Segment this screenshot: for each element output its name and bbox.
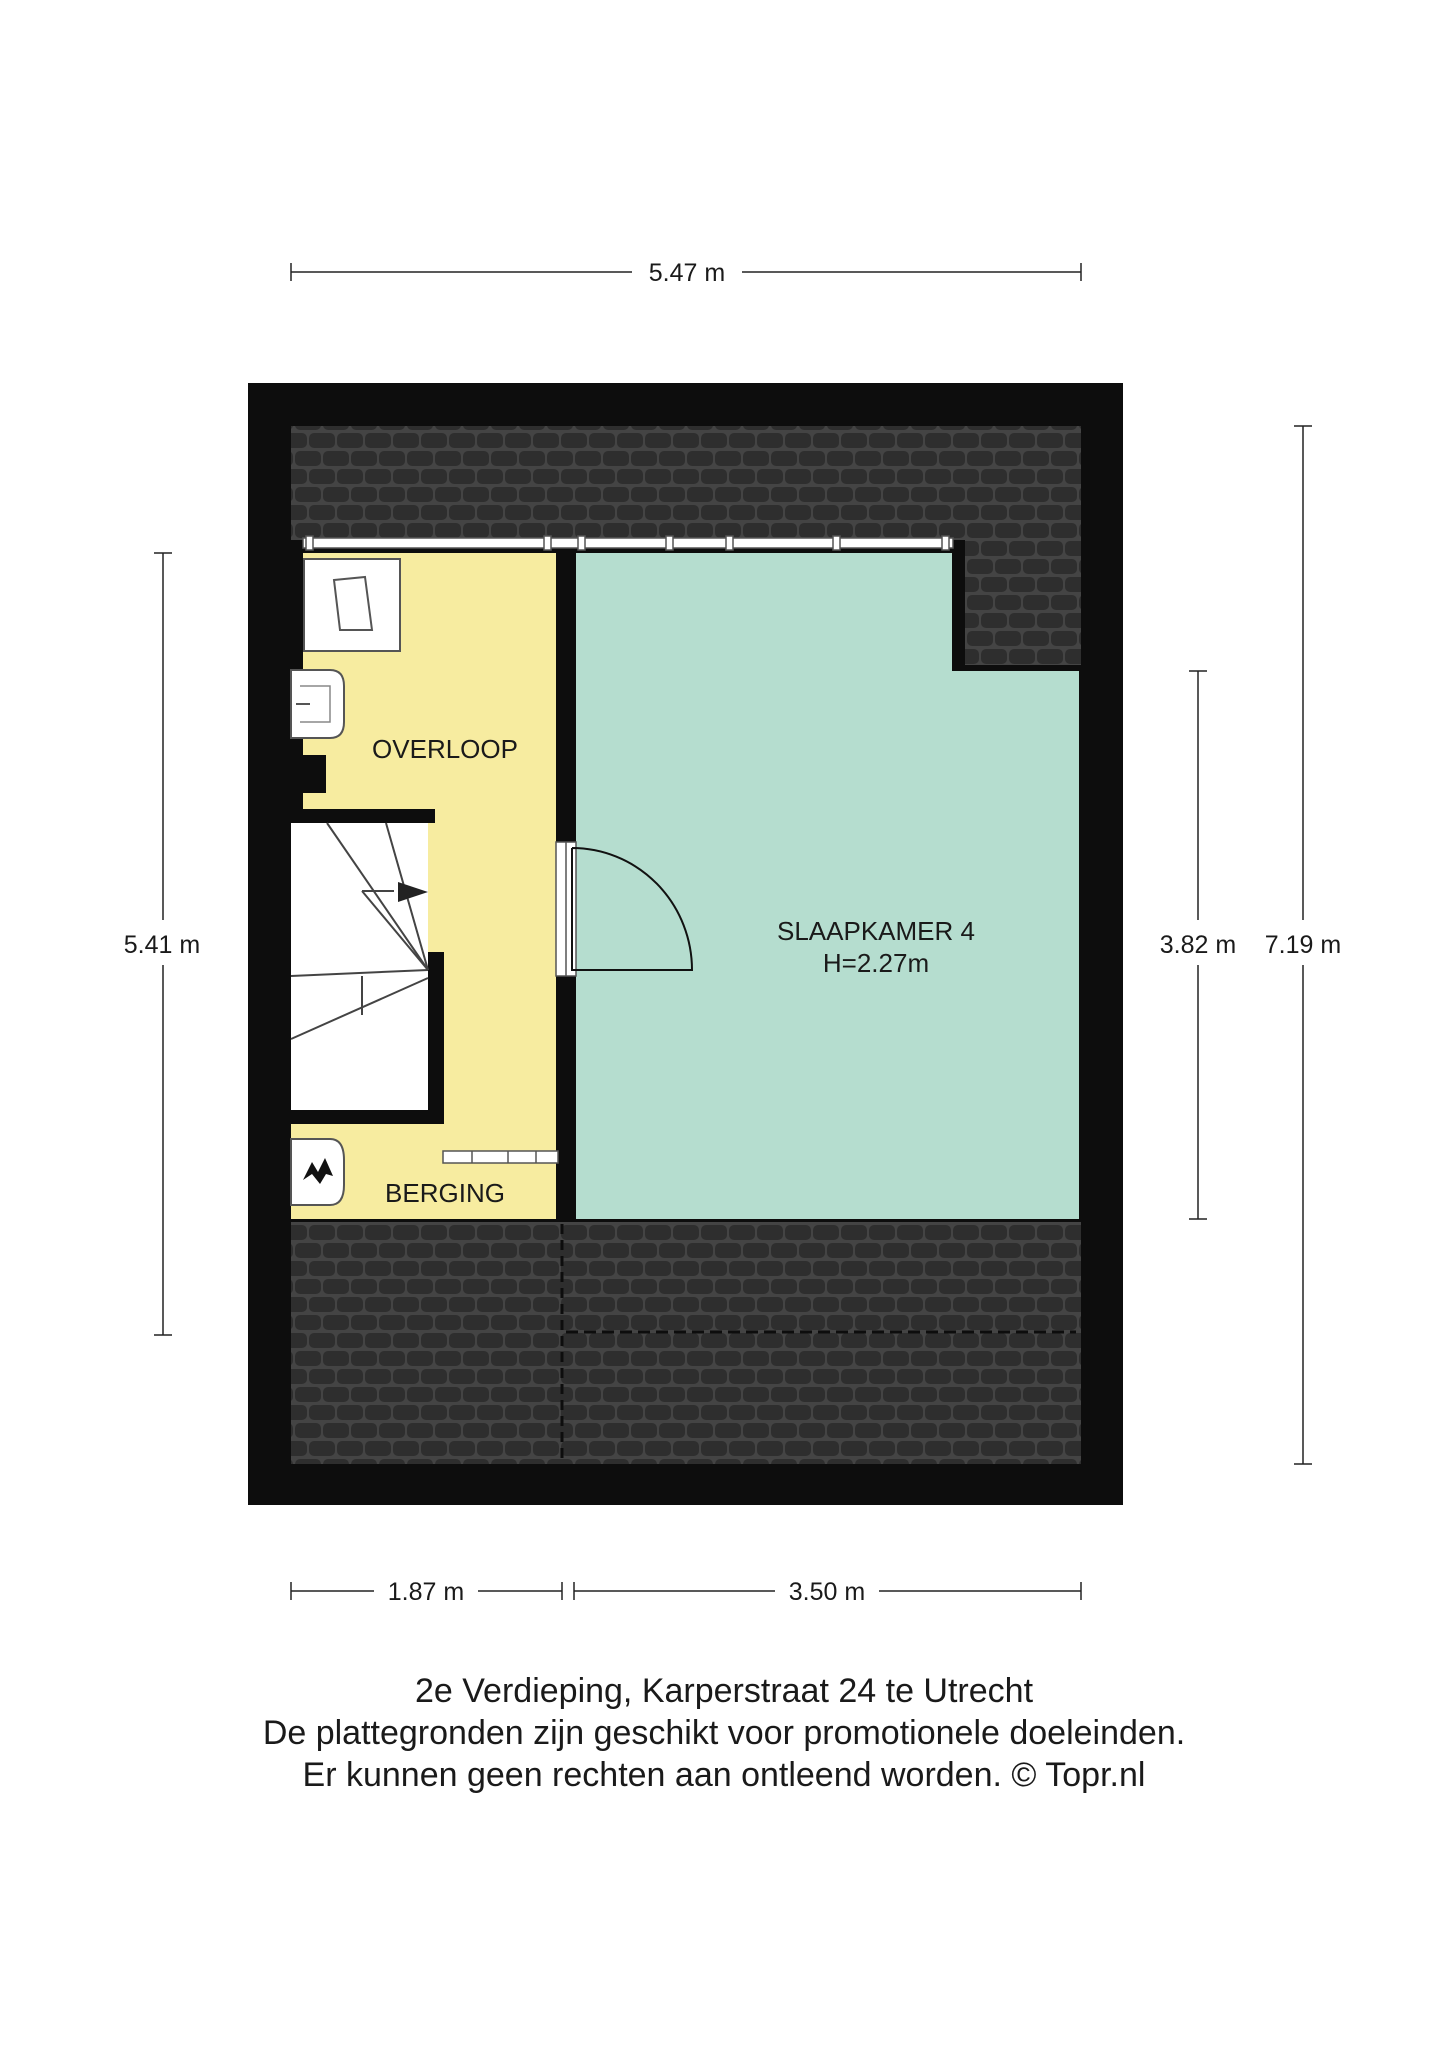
dimension-bottom-left-label: 1.87 m — [387, 1578, 465, 1606]
slaapkamer-height-label: H=2.27m — [822, 948, 930, 978]
boiler-icon — [291, 1139, 344, 1205]
stair-wall-top — [291, 809, 435, 823]
wall-stub — [291, 755, 326, 793]
dimension-right-outer-label: 7.19 m — [1264, 931, 1342, 959]
stair-wall-bottom — [291, 1110, 444, 1124]
caption-address: 2e Verdieping, Karperstraat 24 te Utrecht — [414, 1672, 1034, 1710]
washing-machine-icon — [304, 559, 400, 651]
stairwell — [291, 823, 428, 1110]
window-strip — [303, 536, 953, 550]
berging-window — [443, 1151, 558, 1163]
dimension-bottom-right-label: 3.50 m — [788, 1578, 866, 1606]
slaapkamer-label: SLAAPKAMER 4 — [777, 916, 975, 946]
caption-copyright: Er kunnen geen rechten aan ontleend worden. © Topr.nl — [302, 1756, 1146, 1794]
dimension-top-label: 5.47 m — [648, 259, 726, 287]
berging-label: BERGING — [385, 1178, 505, 1208]
sink-icon — [291, 670, 344, 738]
overloop-label: OVERLOOP — [372, 734, 518, 764]
dimension-right-inner-label: 3.82 m — [1159, 931, 1237, 959]
caption-disclaimer: De plattegronden zijn geschikt voor promotionele doeleinden. — [262, 1714, 1186, 1752]
dimension-left-label: 5.41 m — [123, 931, 201, 959]
